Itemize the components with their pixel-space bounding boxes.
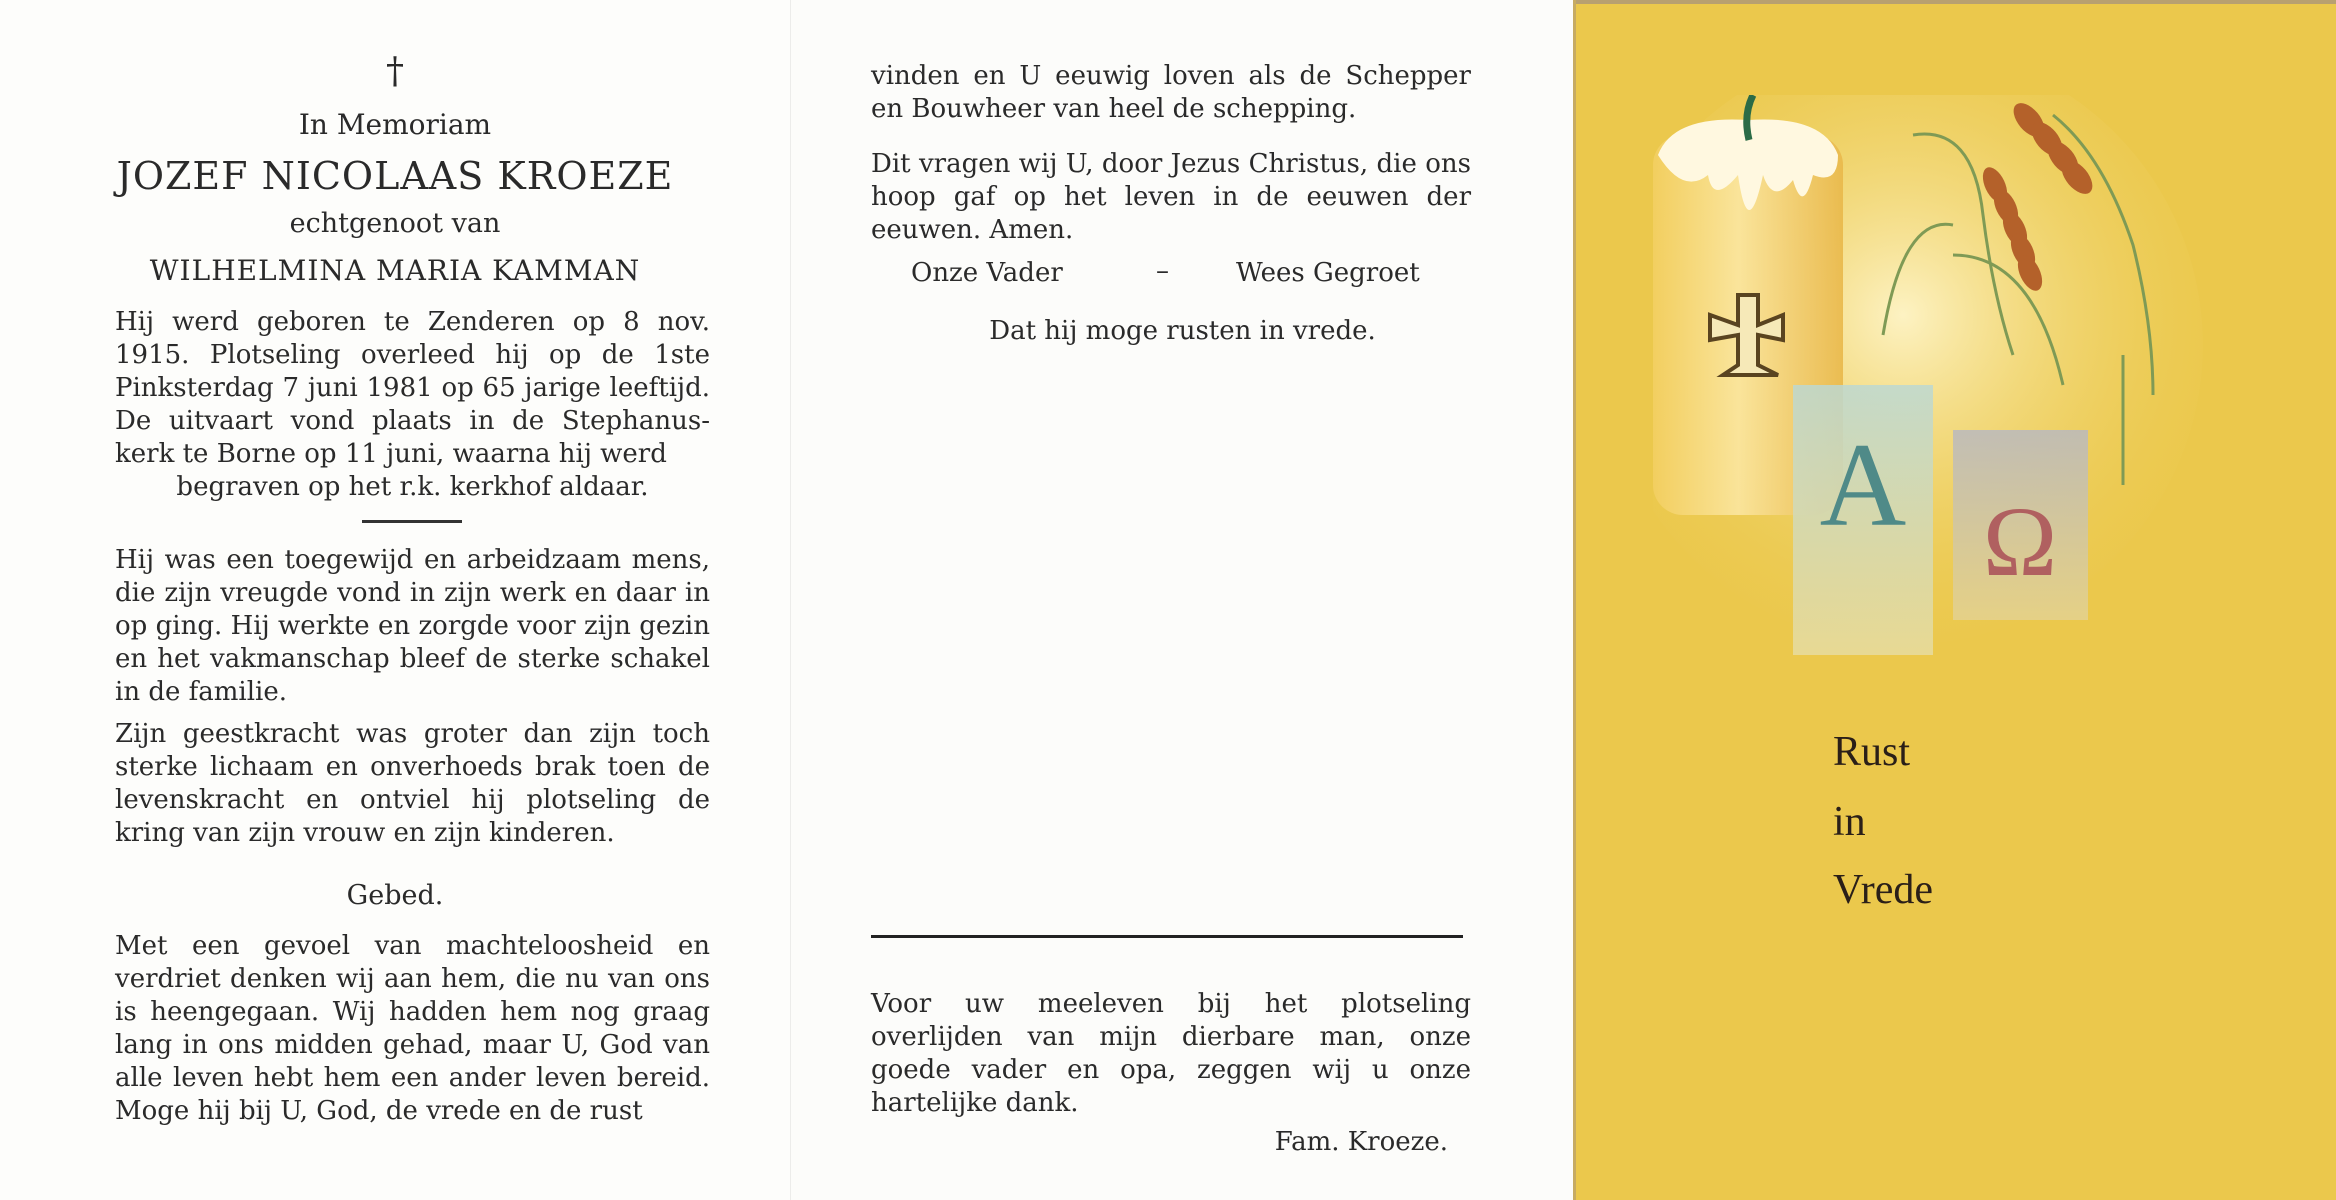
- character-text-2: Zijn geestkracht was groter dan zijn toch sterke lichaam en onverhoeds brak toen de levenskracht en ontviel hij plotseling de kring van zijn vrouw en zijn kinderen.: [115, 719, 710, 848]
- thanks-text: Voor uw meeleven bij het plotseling overlijden van mijn dierbare man, onze goede vader en opa, zeggen wij u onze hartelijke dank.: [871, 989, 1471, 1118]
- card-edge: [1573, 0, 2336, 4]
- svg-text:Ω: Ω: [1982, 486, 2058, 597]
- onze-vader-label: Onze Vader: [911, 258, 1063, 288]
- cover-title-in: in: [1833, 799, 1866, 845]
- prayer-continued-text: vinden en U eeuwig loven als de Schepper en Bouwheer van heel de schepping.: [871, 61, 1471, 124]
- memoriam-header: In Memoriam: [298, 108, 492, 141]
- omega-icon: [1953, 430, 2088, 620]
- prayer-text: Met een gevoel van machteloosheid en verdriet denken wij aan hem, die nu van ons is heengegaan. Wij hadden hem nog graag lang in ons midden gehad, maar U, God van alle leven hebt hem een ander leven bereid. Moge hij bij U, God, de vrede en de rust: [115, 931, 710, 1126]
- middle-panel: [790, 0, 1573, 1200]
- alpha-icon: [1793, 385, 1933, 655]
- wees-gegroet-label: Wees Gegroet: [1236, 258, 1420, 288]
- prayer-amen-text: Dit vragen wij U, door Jezus Christus, die ons hoop gaf op het leven in de eeuwen der eeuwen. Amen.: [871, 149, 1471, 245]
- closing-line: Dat hij moge rusten in vrede.: [989, 316, 1376, 346]
- prayer-dash: –: [1156, 256, 1169, 286]
- deceased-name: JOZEF NICOLAAS KROEZE: [116, 154, 674, 198]
- svg-text:A: A: [1819, 418, 1907, 551]
- cover-title-vrede: Vrede: [1833, 867, 1934, 913]
- biography-last-line: begraven op het r.k. kerkhof aldaar.: [176, 472, 649, 502]
- cover-title-rust: Rust: [1833, 729, 1911, 775]
- separator: [362, 520, 462, 523]
- card-fold: [1573, 0, 1576, 1200]
- prayer-title: Gebed.: [346, 880, 444, 911]
- separator: [871, 935, 1463, 938]
- cover-panel: [1573, 0, 2336, 1200]
- biography-text: Hij werd geboren te Zenderen op 8 nov. 1915. Plotseling overleed hij op de 1ste Pinksterdag 7 juni 1981 op 65 jarige leeftijd. De uitvaart vond plaats in de Stephanus-kerk te Borne op 11 juni, waarna hij werd: [115, 307, 710, 469]
- spouse-name: WILHELMINA MARIA KAMMAN: [149, 254, 641, 287]
- illustration: [1653, 95, 2253, 685]
- left-panel: [0, 0, 790, 1200]
- spouse-relation: echtgenoot van: [289, 208, 501, 239]
- character-text: Hij was een toegewijd en arbeidzaam mens, die zijn vreugde vond in zijn werk en daar in op ging. Hij werkte en zorgde voor zijn gezin en het vakmanschap bleef de sterke schakel in de familie.: [115, 545, 710, 707]
- family-signature: Fam. Kroeze.: [1274, 1127, 1448, 1157]
- cross-icon: †: [386, 51, 404, 92]
